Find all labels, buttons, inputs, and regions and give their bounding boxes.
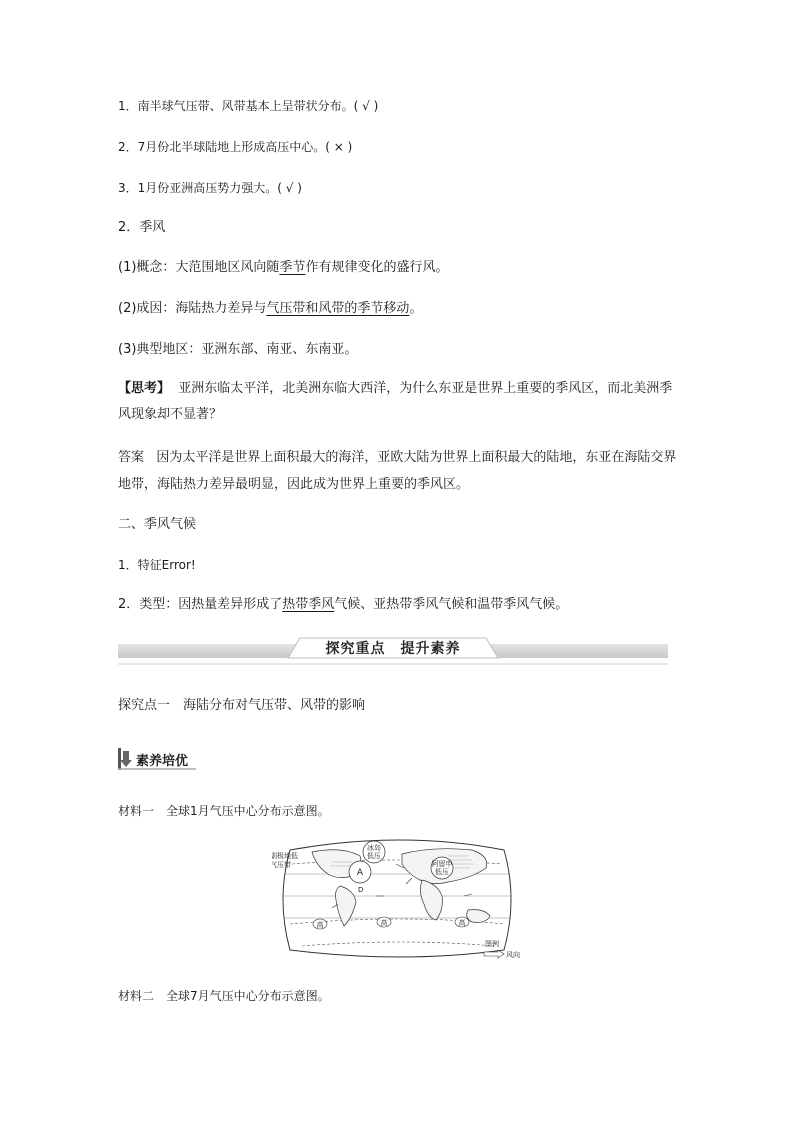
monsoon-heading: 2．季风 [118,220,166,235]
judge-item-1: 1．南半球气压带、风带基本上呈带状分布。( √ ) [118,99,379,113]
label-A: A [356,868,364,878]
climate-heading: 二、季风气候 [118,517,197,532]
concept-underline: 季节 [279,260,306,275]
world-map-figure [272,834,532,964]
type-underline: 热带季风 [282,597,335,612]
monsoon-regions: (3)典型地区：亚洲东部、南亚、东南亚。 [118,342,358,357]
judge-item-2: 2．7月份北半球陆地上形成高压中心。( × ) [118,140,353,154]
pressure-map-january [272,834,532,964]
iceland-label-1: 冰岛 [367,844,381,852]
legend-wind: 风向 [506,951,520,959]
think-answer: 答案 因为太平洋是世界上面积最大的海洋，亚欧大陆为世界上面积最大的陆地，东亚在海陆交界地带，海陆热力差异最明显，因此成为世界上重要的季风区。 [118,450,677,492]
literacy-badge [118,748,198,770]
aleutian-label-1: 阿留申 [431,860,453,868]
subpolar-label-2: 气压带 [272,861,291,869]
material-2: 材料二 全球7月气压中心分布示意图。 [118,989,330,1003]
arrow-down-icon [120,751,132,767]
answer-label: 答案 [118,450,145,465]
judge-item-3: 3．1月份亚洲高压势力强大。( √ ) [118,181,302,195]
iceland-label-2: 低压 [367,852,381,860]
material-1: 材料一 全球1月气压中心分布示意图。 [118,804,330,818]
monsoon-concept: (1)概念：大范围地区风向随季节作有规律变化的盛行风。 [118,260,449,275]
high-label-3: 高 [458,919,466,927]
badge-label: 素养培优 [136,754,189,769]
section-banner [118,636,668,666]
cause-underline: 气压带和风带的季节移动 [266,301,410,316]
subpolar-label-1: 副极地低 [272,852,298,860]
think-tag: 【思考】 [118,381,171,396]
banner-title: 探究重点 提升素养 [325,641,461,657]
explore-point-1: 探究点一 海陆分布对气压带、风带的影响 [118,698,366,713]
legend-title: 图例 [485,940,499,948]
climate-type: 2．类型：因热量差异形成了热带季风气候、亚热带季风气候和温带季风气候。 [118,597,569,612]
aleutian-label-2: 低压 [435,868,449,876]
climate-feature: 1．特征Error! [118,558,196,572]
high-label-2: 高 [380,919,388,927]
monsoon-cause: (2)成因：海陆热力差异与气压带和风带的季节移动。 [118,301,423,316]
think-question: 【思考】 亚洲东临太平洋，北美洲东临大西洋，为什么东亚是世界上重要的季风区，而北美洲季风现象却不显著？ [118,381,673,422]
label-D: D [358,886,364,894]
high-label-1: 高 [316,921,324,929]
